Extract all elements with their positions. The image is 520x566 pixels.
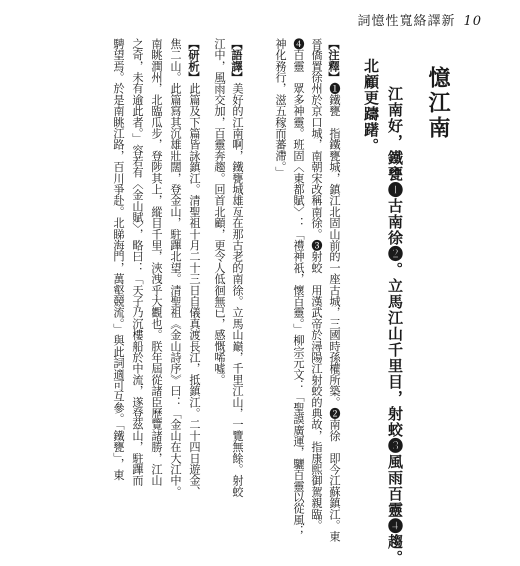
analysis-line-2: 焦二山。此篇寫其沉雄壯闊，登金山，駐蹕北望。清聖祖《金山詩序》曰：「金山在大江中。 — [169, 38, 182, 498]
notes-line-2: 晉僑置徐州於京口城，南朝宋改稱南徐。❸射蛟 用漢武帝於潯陽江射蛟的典故，指康熙御駕親臨。 — [310, 38, 323, 531]
poem-title: 憶江南 — [425, 66, 451, 141]
notes-text-1: ❶鐵甕 指鐵甕城，鎮江北固山前的一座古城，三國時孫權所築。❷南徐 即今江蘇鎮江。東 — [328, 82, 341, 543]
translation-text-1: 美好的江南啊，鐵甕城雄亙在那古老的南徐。立馬山巔，千里江山，一覽無餘。射蛟 — [231, 82, 244, 498]
translation-line-1 — [230, 38, 244, 498]
notes-line-4: 神化務行，滋五稼而蕃滯。」 — [274, 38, 287, 178]
notes-line-1 — [327, 38, 341, 543]
translation-tag: 【語譯】 — [230, 38, 244, 83]
analysis-text-1: 此篇及下篇皆詠鎮江。清聖祖十月二十三日自儀真渡長江，抵鎮江。二十四日遊金、 — [188, 82, 201, 498]
analysis-line-4: 之奇，未有逾此者。」容若有〈金山賦〉，略曰：「天子乃沉樓船於中流，遂登茲山，駐蹕而 — [131, 38, 144, 486]
notes-tag: 【注釋】 — [327, 38, 341, 83]
poem-line-1: 江南好，鐵甕❶古南徐❷。立馬江山千里目，射蛟❸風雨百靈❹趨。 — [386, 86, 404, 566]
analysis-line-3: 南眺潤州，北臨瓜步，登陟其上，縱目千里，浹洩乎大觀也。朕年屆從諸臣歷覽諸勝，江山 — [150, 38, 163, 486]
book-title: 詞憶性寬絡譯新 — [357, 14, 456, 29]
page-header — [357, 10, 482, 29]
page-number: 10 — [463, 14, 482, 29]
poem-line-2: 北顧更躊躇。 — [362, 58, 380, 154]
analysis-tag: 【研析】 — [187, 38, 201, 83]
analysis-line-1 — [187, 38, 201, 498]
translation-line-2: 江中，風雨交加，百靈奔趨。回首北顧，更令人低徊無已，感慨唏噓。 — [213, 38, 226, 386]
notes-line-3: ❹百靈 眾多神靈。班固〈東都賦〉：「禮神祇，懷百靈。」柳宗元文：「聖謨廣運，驪百靈以從風； — [292, 38, 305, 537]
analysis-line-5: 騁望焉。於是南眺江路，百川爭赴。北睇海門，萬壑競流。」與此詞適可互參。「鐵甕」，東 — [112, 38, 125, 481]
